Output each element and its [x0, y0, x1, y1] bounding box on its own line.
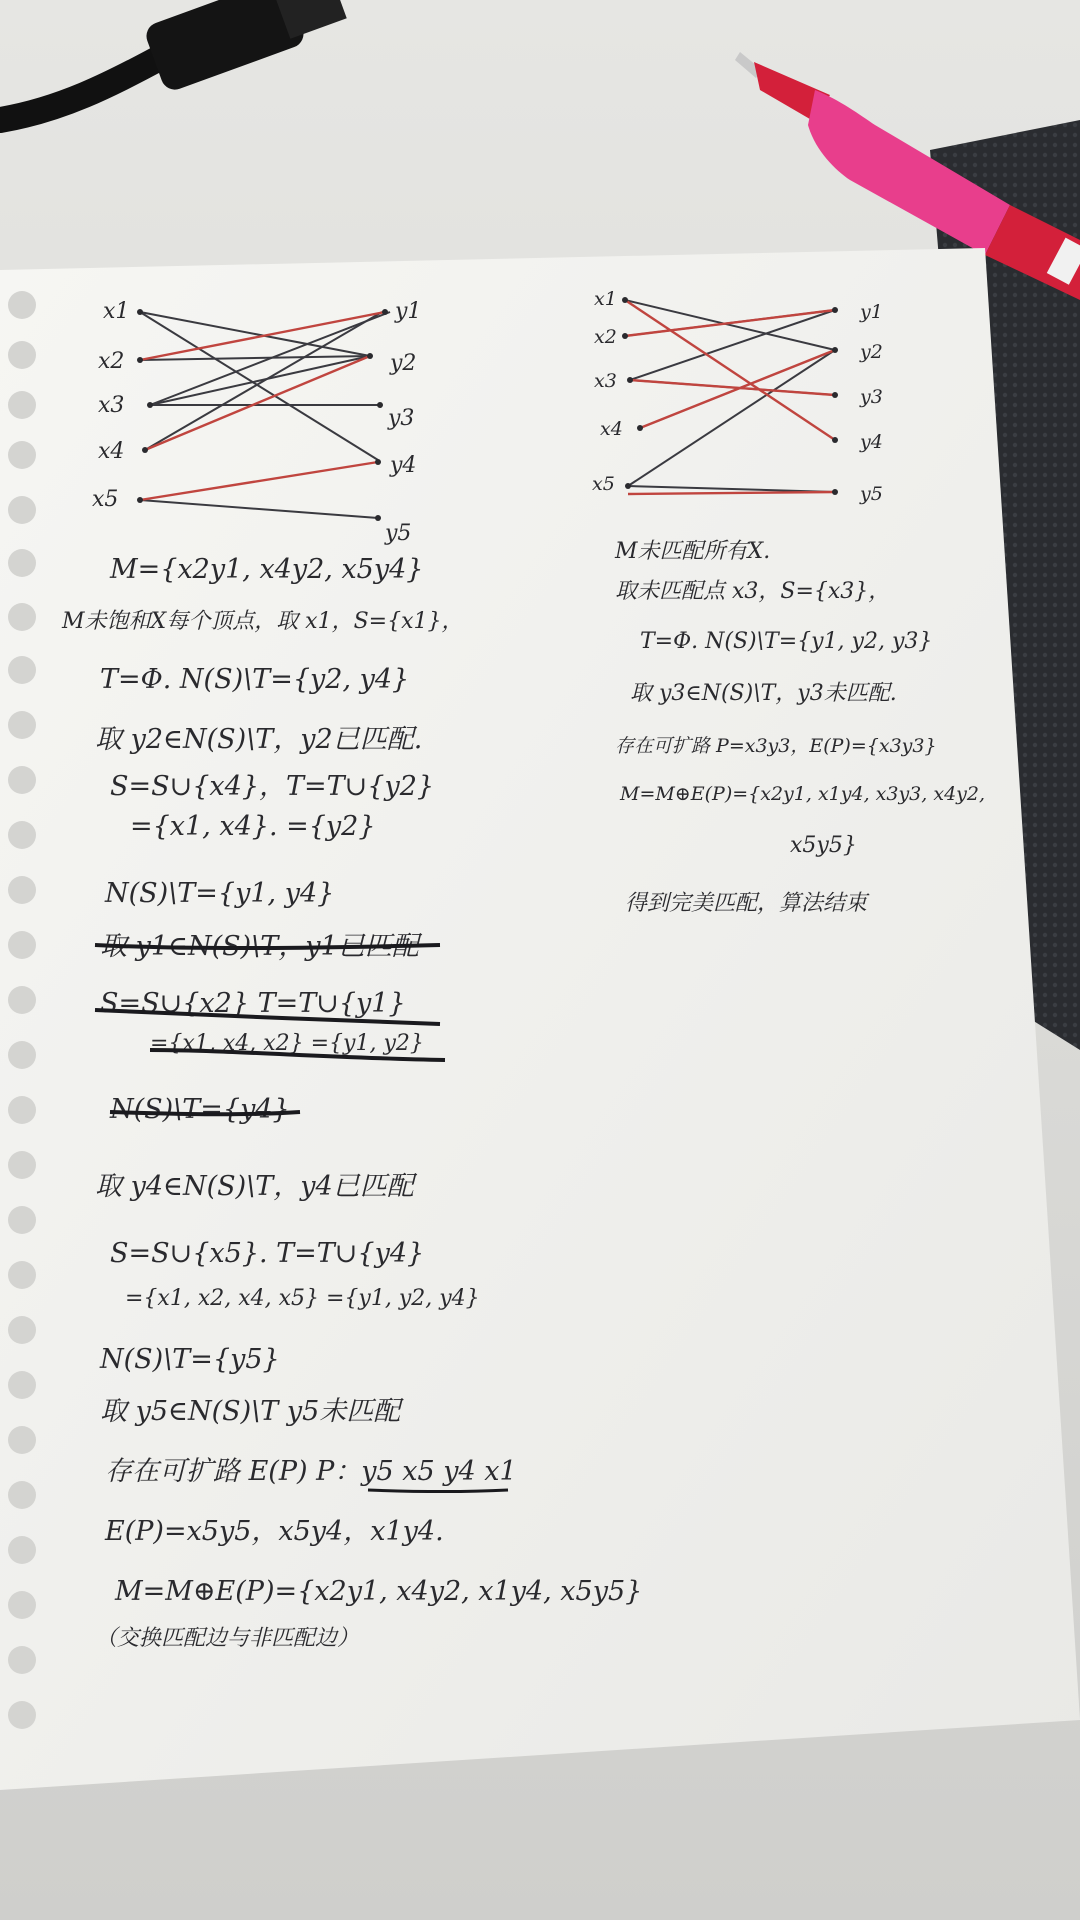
note-left-20: （交换匹配边与非匹配边）	[95, 1626, 360, 1651]
graph-right-y4: y4	[860, 431, 883, 453]
note-left-17: 存在可扩路 E(P) P：y5 x5 y4 x1	[105, 1456, 517, 1487]
note-left-7: N(S)\T={y1, y4}	[105, 878, 335, 909]
note-left-15: N(S)\T={y5}	[100, 1344, 280, 1375]
note-left-8: 取 y1∈N(S)\T，y1已匹配	[100, 931, 419, 962]
graph-right-x3: x3	[594, 370, 617, 392]
graph-right-y1: y1	[860, 301, 883, 323]
path-underline	[368, 1490, 508, 1492]
note-left-2: M未饱和X每个顶点，取 x1，S={x1}，	[62, 609, 464, 634]
graph-left-y2: y2	[390, 351, 417, 376]
graph-left-y4: y4	[390, 453, 417, 478]
note-right-3: T=Φ. N(S)\T={y1, y2, y3}	[640, 629, 933, 654]
paper-sheet	[0, 248, 1080, 1790]
note-left-11: N(S)\T={y4}	[110, 1094, 290, 1125]
note-right-8: 得到完美匹配，算法结束	[625, 891, 868, 916]
note-left-19: M=M⊕E(P)={x2y1, x4y2, x1y4, x5y5}	[115, 1576, 643, 1607]
note-left-14: ={x1, x2, x4, x5} ={y1, y2, y4}	[125, 1286, 480, 1311]
note-right-4: 取 y3∈N(S)\T，y3未匹配.	[630, 681, 897, 706]
graph-left-x2: x2	[98, 349, 125, 374]
graph-right-y2: y2	[860, 341, 883, 363]
graph-right-x1: x1	[594, 288, 617, 310]
note-left-3: T=Φ. N(S)\T={y2, y4}	[100, 664, 410, 695]
graph-left-y5: y5	[385, 521, 412, 546]
note-right-1: M未匹配所有X.	[615, 539, 771, 564]
note-right-6: M=M⊕E(P)={x2y1, x1y4, x3y3, x4y2,	[620, 783, 986, 805]
note-right-7: x5y5}	[790, 833, 857, 858]
note-left-10: ={x1, x4, x2} ={y1, y2}	[150, 1031, 424, 1056]
note-right-5: 存在可扩路 P=x3y3，E(P)={x3y3}	[615, 735, 937, 757]
graph-left-y1: y1	[395, 299, 422, 324]
graph-right-x4: x4	[600, 418, 623, 440]
graph-left-y3: y3	[388, 406, 415, 431]
note-right-2: 取未匹配点 x3，S={x3}，	[615, 579, 891, 604]
graph-right-y3: y3	[860, 386, 883, 408]
note-left-16: 取 y5∈N(S)\T y5未匹配	[100, 1396, 401, 1427]
note-left-18: E(P)=x5y5，x5y4，x1y4.	[105, 1516, 444, 1547]
note-left-12: 取 y4∈N(S)\T，y4已匹配	[95, 1171, 414, 1202]
note-left-4: 取 y2∈N(S)\T，y2已匹配.	[95, 724, 423, 755]
graph-left-x5: x5	[92, 487, 119, 512]
note-left-6: ={x1, x4}. ={y2}	[130, 811, 376, 842]
note-left-13: S=S∪{x5}. T=T∪{y4}	[110, 1238, 425, 1269]
graph-right-x5: x5	[592, 473, 615, 495]
note-left-1: M={x2y1, x4y2, x5y4}	[110, 554, 424, 585]
graph-right-y5: y5	[860, 483, 883, 505]
graph-left-x3: x3	[98, 393, 125, 418]
graph-right-x2: x2	[594, 326, 617, 348]
graph-left-x4: x4	[98, 439, 125, 464]
graph-left-x1: x1	[103, 299, 130, 324]
note-left-5: S=S∪{x4}，T=T∪{y2}	[110, 771, 435, 802]
note-left-9: S=S∪{x2} T=T∪{y1}	[100, 988, 406, 1019]
